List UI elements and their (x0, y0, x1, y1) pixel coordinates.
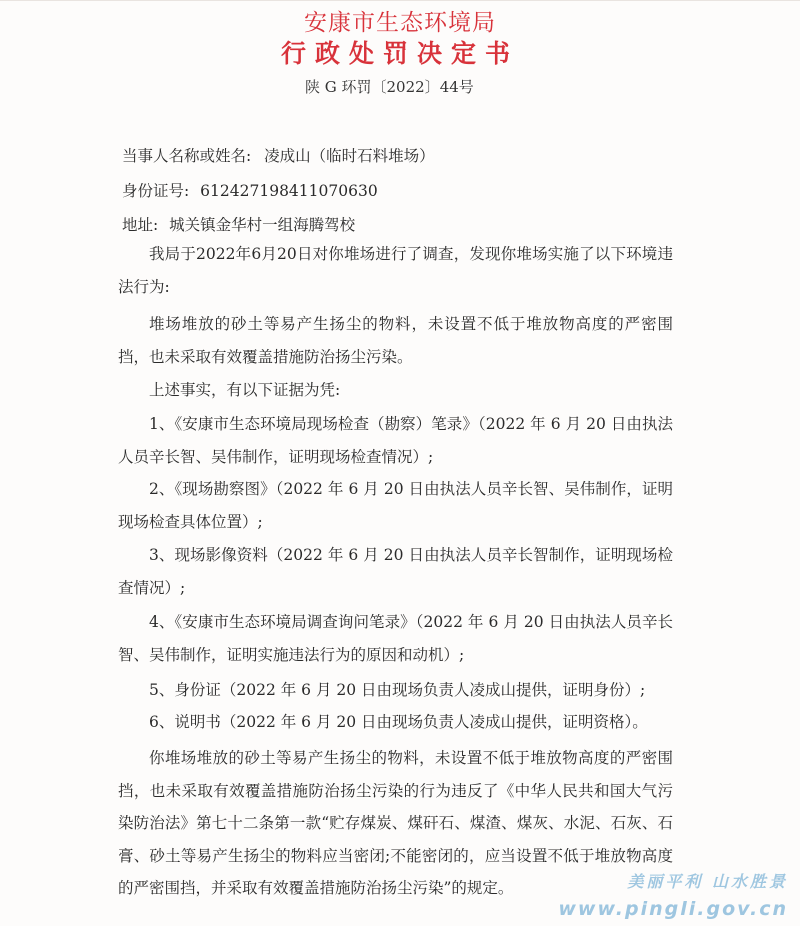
evidence-item: 3、现场影像资料（2022 年 6 月 20 日由执法人员辛长智制作，证明现场检查情况）; (118, 546, 673, 597)
top-edge-divider (0, 0, 800, 1)
evidence-item: 1、《安康市生态环境局现场检查（勘察）笔录》（2022 年 6 月 20 日由执法人员辛长智、吴伟制作，证明现场检查情况）; (118, 415, 673, 466)
evidence-item: 6、说明书（2022 年 6 月 20 日由现场负责人凌成山提供，证明资格）。 (149, 713, 648, 731)
party-name-row (122, 144, 435, 166)
party-name-value: 凌成山（临时石料堆场） (264, 147, 435, 165)
address-value: 城关镇金华村一组海腾驾校 (169, 216, 356, 234)
id-number-value: 612427198411070630 (200, 182, 378, 200)
id-number-label: 身份证号: (122, 182, 190, 200)
evidence-item: 5、身份证（2022 年 6 月 20 日由现场负责人凌成山提供，证明身份）; (149, 681, 646, 699)
evidence-intro: 上述事实，有以下证据为凭: (149, 381, 341, 399)
investigation-intro: 我局于2022年6月20日对你堆场进行了调查，发现你堆场实施了以下环境违法行为: (118, 245, 673, 296)
address-row (122, 213, 355, 235)
document-title: 行政处罚决定书 (280, 39, 519, 68)
legal-conclusion: 你堆场堆放的砂土等易产生扬尘的物料，未设置不低于堆放物高度的严密围挡，也未采取有效覆盖措施防治扬尘污染的行为违反了《中华人民共和国大气污染防治法》第七十二条第一款“贮存煤炭、煤矸石、煤渣、煤灰、水泥、石灰、石膏、砂土等易产生扬尘的物料应当密闭;不能密闭的，应当设置不低于堆放物高度的严密围挡，并采取有效覆盖措施防治扬尘污染”的规定。 (118, 749, 673, 897)
address-label: 地址: (122, 216, 159, 234)
party-name-label: 当事人名称或姓名: (122, 147, 252, 165)
watermark-slogan: 美丽平利 山水胜景 (627, 872, 788, 891)
watermark-url: www.pingli.gov.cn (558, 898, 788, 920)
evidence-item: 4、《安康市生态环境局调查询问笔录》（2022 年 6 月 20 日由执法人员辛长智、吴伟制作，证明实施违法行为的原因和动机）; (118, 613, 673, 664)
violation-description: 堆场堆放的砂土等易产生扬尘的物料，未设置不低于堆放物高度的严密围挡，也未采取有效覆盖措施防治扬尘污染。 (118, 315, 673, 366)
evidence-item: 2、《现场勘察图》（2022 年 6 月 20 日由执法人员辛长智、吴伟制作，证明现场检查具体位置）; (118, 480, 673, 531)
document-number: 陕 G 环罚〔2022〕44号 (305, 78, 474, 96)
id-number-row (122, 179, 378, 201)
issuing-agency: 安康市生态环境局 (304, 10, 496, 36)
